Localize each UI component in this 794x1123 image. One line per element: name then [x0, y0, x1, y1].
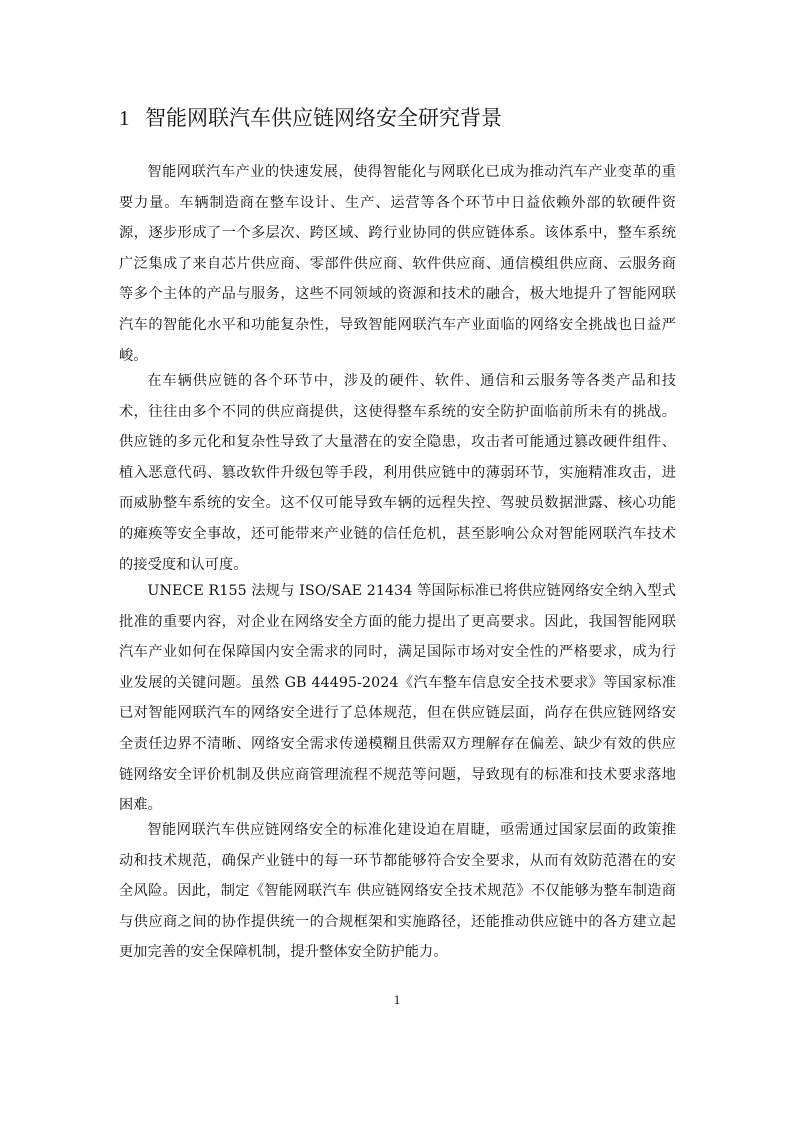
section-title: 智能网联汽车供应链网络安全研究背景 [145, 106, 502, 130]
paragraph-supply-chain-risks: 在车辆供应链的各个环节中，涉及的硬件、软件、通信和云服务等各类产品和技术，往往由多个不同的供应商提供，这使得整车系统的安全防护面临前所未有的挑战。供应链的多元化和复杂性导致了大量潜在的安全隐患，攻击者可能通过篡改硬件组件、植入恶意代码、篡改软件升级包等手段，利用供应链中的薄弱环节，实施精准攻击，进而威胁整车系统的安全。这不仅可能导致车辆的远程失控、驾驶员数据泄露、核心功能的瘫痪等安全事故，还可能带来产业链的信任危机，甚至影响公众对智能网联汽车技术的接受度和认可度。 [119, 373, 676, 573]
section-heading [119, 103, 679, 133]
page-number: 1 [393, 992, 401, 1007]
paragraph-regulations-standards: UNECE R155 法规与 ISO/SAE 21434 等国际标准已将供应链网络安全纳入型式批准的重要内容，对企业在网络安全方面的能力提出了更高要求。因此，我国智能网联汽车产业如何在保障国内安全需求的同时，满足国际市场对安全性的严格要求，成为行业发展的关键问题。虽然 GB 44495-2024《汽车整车信息安全技术要求》等国家标准已对智能网联汽车的网络安全进行了总体规范，但在供应链层面，尚存在供应链网络安全责任边界不清晰、网络安全需求传递模糊且供需双方理解存在偏差、缺少有效的供应链网络安全评价机制及供应商管理流程不规范等问题，导致现有的标准和技术要求落地困难。 [119, 583, 676, 814]
paragraph-standardization-need: 智能网联汽车供应链网络安全的标准化建设迫在眉睫，亟需通过国家层面的政策推动和技术规范，确保产业链中的每一环节都能够符合安全要求，从而有效防范潜在的安全风险。因此，制定《智能网联汽车 供应链网络安全技术规范》不仅能够为整车制造商与供应商之间的协作提供统一的合规框架和实施路径，还能推动供应链中的各方建立起更加完善的安全保障机制，提升整体安全防护能力。 [119, 822, 676, 961]
paragraph-industry-development: 智能网联汽车产业的快速发展，使得智能化与网联化已成为推动汽车产业变革的重要力量。车辆制造商在整车设计、生产、运营等各个环节中日益依赖外部的软硬件资源，逐步形成了一个多层次、跨区域、跨行业协同的供应链体系。该体系中，整车系统广泛集成了来自芯片供应商、零部件供应商、软件供应商、通信模组供应商、云服务商等多个主体的产品与服务，这些不同领域的资源和技术的融合，极大地提升了智能网联汽车的智能化水平和功能复杂性，导致智能网联汽车产业面临的网络安全挑战也日益严峻。 [119, 164, 676, 364]
section-number: 1 [119, 106, 130, 130]
